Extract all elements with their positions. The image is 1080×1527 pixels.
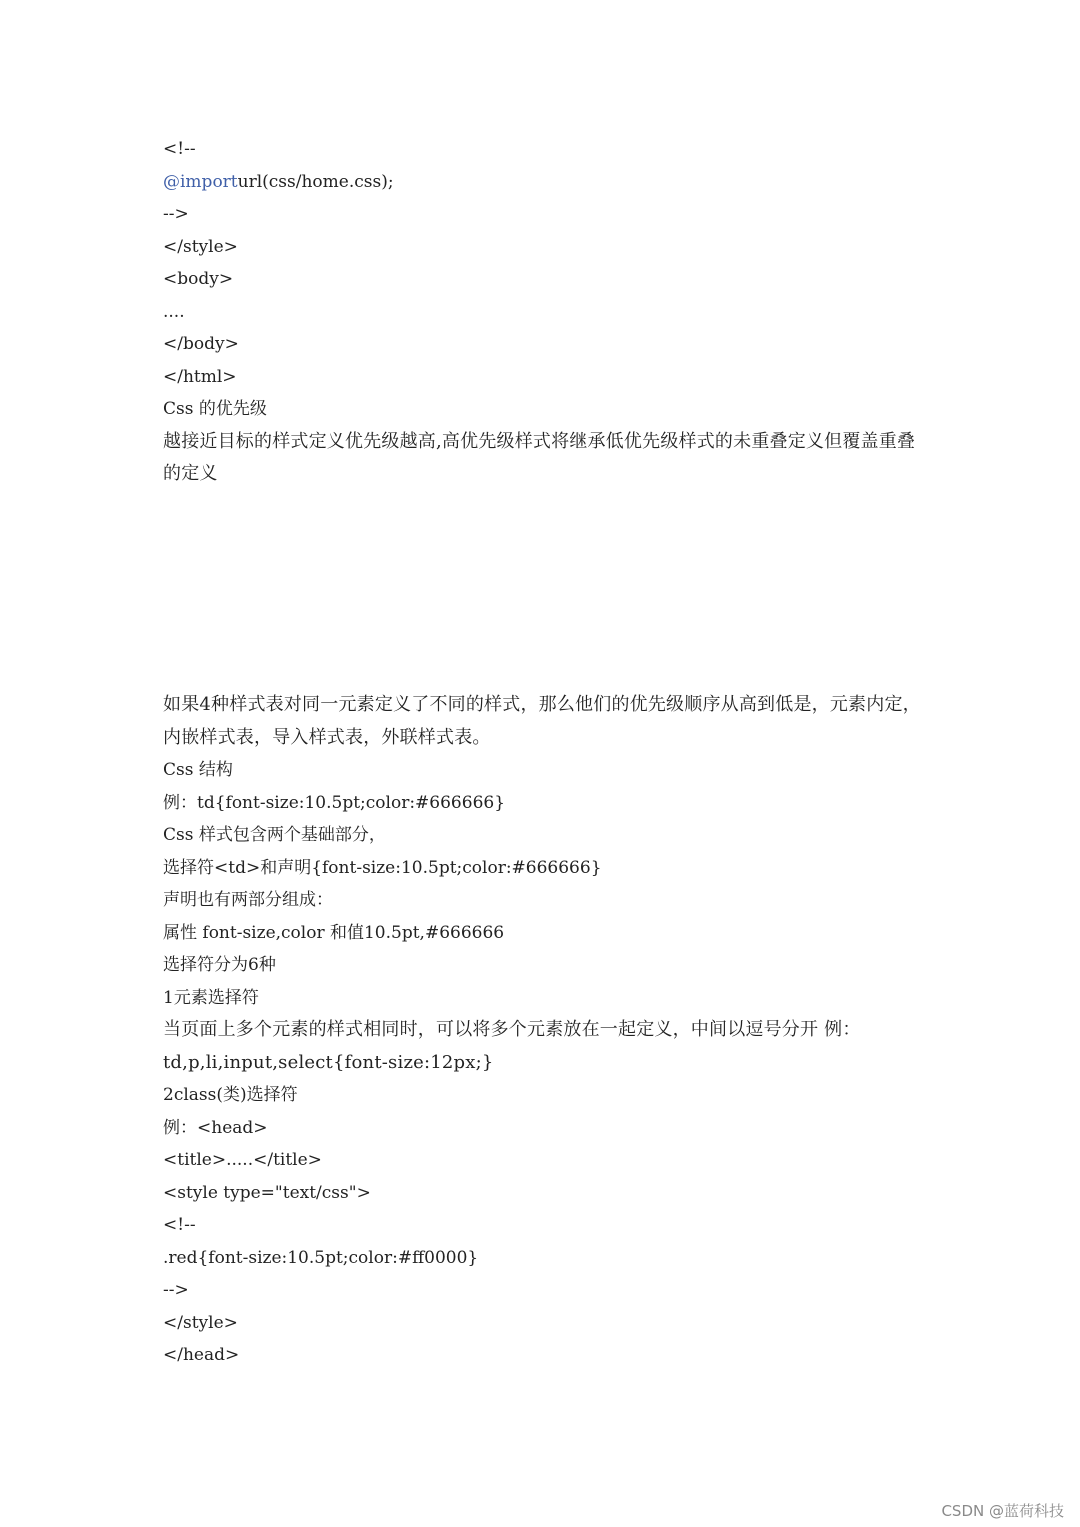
text-line: 声明也有两部分组成： (163, 890, 333, 910)
text-line: </style> (163, 236, 238, 257)
text-block-bottom (163, 689, 923, 1372)
text-line: --> (163, 204, 189, 224)
text-line: --> (163, 1280, 189, 1300)
text-line: <body> (163, 269, 234, 289)
paragraph: 如果4种样式表对同一元素定义了不同的样式，那么他们的优先级顺序从高到低是，元素内定，内嵌样式表，导入样式表，外联样式表。 (163, 694, 921, 748)
paragraph: 越接近目标的样式定义优先级越高,高优先级样式将继承低优先级样式的未重叠定义但覆盖重叠的定义 (163, 430, 916, 484)
text-line: 选择符<td>和声明{font-size:10.5pt;color:#666666} (163, 857, 602, 878)
paragraph: 当页面上多个元素的样式相同时，可以将多个元素放在一起定义，中间以逗号分开 例：td,p,li,input,select{font-size:12px;} (163, 1019, 861, 1073)
import-keyword: @import (163, 171, 238, 192)
code-block-top (163, 133, 923, 491)
watermark: CSDN @蓝荷科技 (941, 1502, 1064, 1520)
text-line: 例：td{font-size:10.5pt;color:#666666} (163, 792, 506, 813)
text-line: <!-- (163, 139, 196, 159)
text-line: Css 样式包含两个基础部分， (163, 825, 386, 845)
text-line: </style> (163, 1312, 238, 1333)
text-line: <!-- (163, 1215, 196, 1235)
section-heading: 2class(类)选择符 (163, 1085, 298, 1105)
text-line: .... (163, 301, 185, 322)
text-line: 属性 font-size,color 和值10.5pt,#666666 (163, 922, 505, 943)
import-line (163, 166, 923, 199)
text-line: </head> (163, 1345, 240, 1365)
text-line: 例：<head> (163, 1117, 268, 1138)
text-line: </body> (163, 334, 239, 354)
section-heading: Css 的优先级 (163, 399, 267, 419)
import-url: url(css/home.css); (237, 171, 394, 192)
text-line: <style type="text/css"> (163, 1182, 371, 1203)
text-line: 选择符分为6种 (163, 955, 276, 975)
section-heading: 1元素选择符 (163, 987, 259, 1008)
text-line: .red{font-size:10.5pt;color:#ff0000} (163, 1247, 479, 1268)
section-heading: Css 结构 (163, 760, 233, 780)
text-line: </html> (163, 366, 237, 387)
text-line: <title>.....</title> (163, 1150, 322, 1170)
